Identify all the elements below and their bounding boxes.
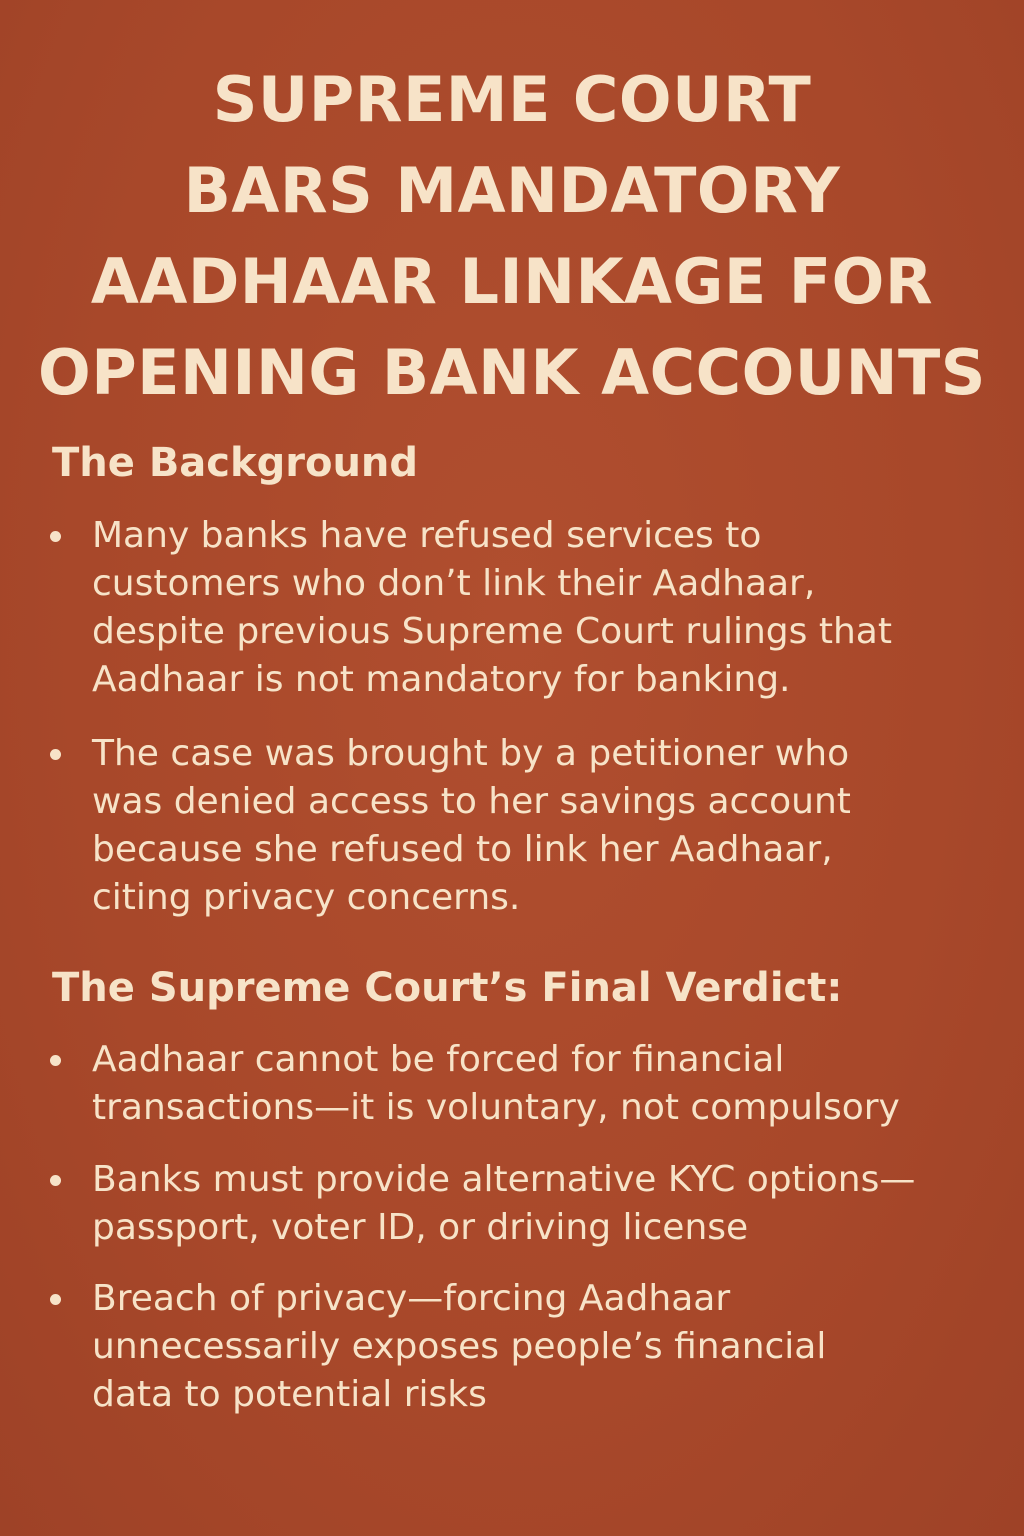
text-line: Aadhaar is not mandatory for banking.	[92, 659, 791, 700]
text-line: transactions—it is voluntary, not compulsory	[92, 1087, 900, 1128]
section-title-verdict: The Supreme Court’s Final Verdict:	[52, 965, 843, 1011]
list-item-text	[92, 1036, 992, 1132]
text-line: Breach of privacy—forcing Aadhaar	[92, 1278, 731, 1319]
bullet-icon	[50, 1294, 61, 1305]
list-item-text	[92, 1156, 992, 1252]
bullet-icon	[50, 1055, 61, 1066]
text-line: because she refused to link her Aadhaar,	[92, 829, 833, 870]
bullet-icon	[50, 1175, 61, 1186]
bullet-icon	[50, 749, 61, 760]
list-item-text	[92, 512, 992, 704]
headline-line: SUPREME COURT	[212, 63, 812, 136]
text-line: Aadhaar cannot be forced for financial	[92, 1039, 785, 1080]
text-line: The case was brought by a petitioner who	[92, 733, 850, 774]
text-line: citing privacy concerns.	[92, 877, 521, 918]
headline	[20, 54, 1004, 418]
text-line: data to potential risks	[92, 1374, 487, 1415]
text-line: unnecessarily exposes people’s financial	[92, 1326, 827, 1367]
text-line: Banks must provide alternative KYC options—	[92, 1159, 916, 1200]
list-item-text	[92, 730, 992, 922]
text-line: passport, voter ID, or driving license	[92, 1207, 749, 1248]
list-item-text	[92, 1275, 992, 1419]
text-line: was denied access to her savings account	[92, 781, 851, 822]
text-line: customers who don’t link their Aadhaar,	[92, 563, 816, 604]
bullet-icon	[50, 531, 61, 542]
headline-line: BARS MANDATORY	[183, 154, 841, 227]
headline-line: AADHAAR LINKAGE FOR	[90, 245, 934, 318]
text-line: Many banks have refused services to	[92, 515, 762, 556]
section-title-background: The Background	[52, 440, 419, 486]
text-line: despite previous Supreme Court rulings that	[92, 611, 892, 652]
headline-line: OPENING BANK ACCOUNTS	[38, 336, 986, 409]
